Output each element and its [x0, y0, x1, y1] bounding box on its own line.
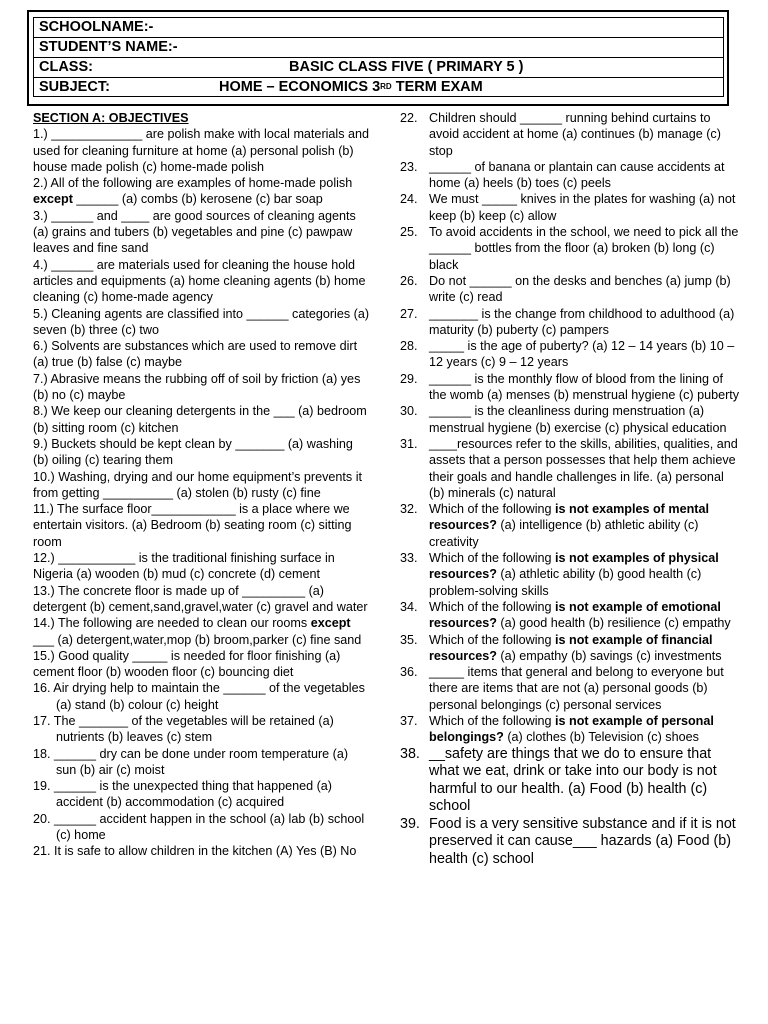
question-options: (a) intelligence (b) athletic ability (c) creativity — [429, 518, 699, 549]
question-number: 27. — [400, 306, 418, 321]
question-text: Which of the following — [429, 713, 555, 728]
question-number: 31. — [400, 436, 418, 451]
question-item — [400, 436, 742, 501]
term-ordinal-suffix: RD — [380, 82, 392, 91]
question-item — [400, 338, 742, 371]
question-text: ______ is the cleanliness during menstruation (a) menstrual hygiene (b) exercise (c) physical education — [429, 404, 727, 435]
question-text: ______ is the monthly flow of blood from the lining of the womb (a) menses (b) menstrual hygiene (c) puberty — [429, 371, 740, 403]
question-item — [33, 175, 371, 208]
question-emphasis: except — [310, 616, 351, 631]
question-item — [400, 713, 742, 746]
question-text: 8.) We keep our cleaning detergents in the ___ (a) bedroom (b) sitting room (c) kitchen — [33, 404, 367, 435]
question-number: 37. — [400, 713, 418, 728]
question-emphasis: except — [33, 192, 73, 207]
question-item — [400, 159, 742, 192]
question-item — [400, 599, 742, 632]
left-question-list — [33, 126, 371, 859]
question-text: 21. It is safe to allow children in the kitchen (A) Yes (B) No — [33, 844, 357, 859]
question-number: 22. — [400, 111, 418, 125]
question-item — [400, 501, 742, 550]
question-text: 17. The _______ of the vegetables will be retained (a) nutrients (b) leaves (c) stem — [33, 713, 334, 745]
question-emphasis: is not example of financial resources? — [429, 632, 713, 663]
question-emphasis: is not example of personal belongings? — [429, 713, 714, 745]
right-question-column — [400, 110, 742, 868]
subject-name: HOME – ECONOMICS 3 — [219, 79, 381, 95]
question-item — [400, 371, 742, 404]
question-item — [400, 191, 742, 224]
question-item — [400, 664, 742, 713]
question-number: 23. — [400, 159, 418, 174]
class-value: BASIC CLASS FIVE ( PRIMARY 5 ) — [289, 59, 524, 75]
right-question-list — [400, 110, 742, 868]
question-item — [33, 501, 371, 550]
question-text: ____resources refer to the skills, abilities, qualities, and assets that a person possesses that help them achieve their goals and handle challenges in life. (a) personal (b) minerals (c) natural — [429, 436, 738, 500]
subject-label: SUBJECT: — [39, 79, 110, 95]
class-row — [33, 57, 724, 77]
question-item — [400, 550, 742, 599]
question-number: 39. — [400, 815, 420, 832]
subject-exam-type: TERM EXAM — [391, 79, 483, 95]
question-text: 11.) The surface floor____________ is a place where we entertain visitors. (a) Bedroom (b) seating room (c) sitting room — [33, 502, 352, 549]
question-number: 24. — [400, 192, 418, 207]
question-options: (a) athletic ability (b) good health (c) problem-solving skills — [429, 567, 702, 598]
student-name-label: STUDENT’S NAME:- — [39, 39, 178, 55]
question-number: 28. — [400, 339, 418, 354]
question-text: Food is a very sensitive substance and if it is not preserved it can cause___ hazards (a) Food (b) health (c) school — [429, 815, 736, 867]
question-text: Children should ______ running behind curtains to avoid accident at home (a) continues (b) manage (c) stop — [429, 111, 721, 158]
question-text: We must _____ knives in the plates for washing (a) not keep (b) keep (c) allow — [429, 192, 736, 223]
question-options: (a) good health (b) resilience (c) empathy — [496, 616, 731, 631]
question-item — [33, 843, 371, 859]
question-text: ______ of banana or plantain can cause accidents at home (a) heels (b) toes (c) peels — [429, 159, 725, 191]
question-text: 7.) Abrasive means the rubbing off of soil by friction (a) yes (b) no (c) maybe — [33, 371, 361, 403]
question-emphasis: is not examples of mental resources? — [429, 502, 709, 533]
question-text: Which of the following — [429, 632, 555, 647]
question-number: 26. — [400, 273, 418, 288]
question-item — [400, 110, 742, 159]
question-text: Which of the following — [429, 551, 555, 566]
question-item — [33, 550, 371, 583]
question-text: 9.) Buckets should be kept clean by _______ (a) washing (b) oiling (c) tearing them — [33, 436, 353, 468]
question-text: _____ is the age of puberty? (a) 12 – 14 years (b) 10 – 12 years (c) 9 – 12 years — [429, 339, 735, 370]
question-number: 32. — [400, 502, 418, 517]
question-text: 12.) ___________ is the traditional finishing surface in Nigeria (a) wooden (b) mud (c) concrete (d) cement — [33, 551, 335, 582]
question-item — [33, 648, 371, 681]
question-item — [33, 338, 371, 371]
question-item — [33, 615, 371, 648]
question-item — [400, 273, 742, 306]
question-text: 2.) All of the following are examples of home-made polish — [33, 176, 353, 191]
question-emphasis: is not examples of physical resources? — [429, 551, 719, 582]
question-text: __safety are things that we do to ensure that what we eat, drink or take into our body is not harmful to our health. (a) Food (b) health (c) school — [429, 745, 717, 815]
question-item — [400, 746, 742, 816]
exam-header — [27, 10, 729, 106]
question-options: (a) clothes (b) Television (c) shoes — [503, 730, 699, 745]
question-number: 33. — [400, 551, 418, 566]
question-item — [400, 224, 742, 273]
question-number: 29. — [400, 371, 418, 386]
question-options: ______ (a) combs (b) kerosene (c) bar soap — [72, 192, 323, 207]
question-item — [33, 811, 371, 844]
question-text: 4.) ______ are materials used for cleaning the house hold articles and equipments (a) home cleaning agents (b) home cleaning (c) home-made agency — [33, 257, 366, 305]
question-text: 20. ______ accident happen in the school (a) lab (b) school (c) home — [33, 811, 365, 843]
question-number: 25. — [400, 225, 418, 240]
school-name-label: SCHOOLNAME:- — [39, 19, 154, 35]
question-text: _____ items that general and belong to everyone but there are items that are not (a) personal goods (b) personal belongings (c) personal services — [429, 665, 724, 712]
question-number: 38. — [400, 745, 420, 762]
section-title: SECTION A: OBJECTIVES — [33, 111, 189, 125]
question-item — [33, 746, 371, 779]
question-item — [33, 257, 371, 306]
question-item — [33, 126, 371, 175]
question-text: 10.) Washing, drying and our home equipment’s prevents it from getting __________ (a) stolen (b) rusty (c) fine — [33, 469, 363, 500]
question-options: ___ (a) detergent,water,mop (b) broom,parker (c) fine sand — [33, 632, 362, 647]
student-name-row — [33, 37, 724, 57]
question-text: Do not ______ on the desks and benches (a) jump (b) write (c) read — [429, 273, 731, 305]
question-number: 30. — [400, 404, 418, 419]
question-item — [33, 469, 371, 502]
question-text: 1.) _____________ are polish make with local materials and used for cleaning furniture at home (a) personal polish (b) house made polish (c) home-made polish — [33, 127, 370, 174]
left-question-column — [33, 110, 371, 860]
question-text: 3.) ______ and ____ are good sources of cleaning agents (a) grains and tubers (b) vegetables and pine (c) pawpaw leaves and fine sand — [33, 208, 356, 256]
question-item — [33, 371, 371, 404]
question-text: 14.) The following are needed to clean our rooms — [33, 616, 311, 631]
question-text: 15.) Good quality _____ is needed for floor finishing (a) cement floor (b) wooden floor (c) bouncing diet — [33, 648, 341, 680]
question-item — [33, 436, 371, 469]
class-label: CLASS: — [39, 59, 93, 75]
question-item — [33, 208, 371, 257]
question-number: 36. — [400, 665, 418, 680]
question-item — [33, 403, 371, 436]
subject-row — [33, 77, 724, 97]
subject-value — [219, 78, 483, 97]
question-options: (a) empathy (b) savings (c) investments — [496, 648, 722, 663]
question-text: 18. ______ dry can be done under room temperature (a) sun (b) air (c) moist — [33, 746, 349, 777]
question-text: To avoid accidents in the school, we need to pick all the ______ bottles from the floor (a) broken (b) long (c) black — [429, 225, 739, 272]
question-emphasis: is not example of emotional resources? — [429, 599, 721, 631]
question-item — [400, 306, 742, 339]
question-text: 16. Air drying help to maintain the ______ of the vegetables (a) stand (b) colour (c) height — [33, 681, 365, 712]
question-text: 13.) The concrete floor is made up of _________ (a) detergent (b) cement,sand,gravel,water (c) gravel and water — [33, 583, 368, 614]
question-text: Which of the following — [429, 502, 555, 517]
question-text: 5.) Cleaning agents are classified into ______ categories (a) seven (b) three (c) two — [33, 306, 370, 337]
question-item — [33, 306, 371, 339]
question-number: 35. — [400, 632, 418, 647]
question-item — [33, 680, 371, 713]
question-text: _______ is the change from childhood to adulthood (a) maturity (b) puberty (c) pampers — [429, 306, 735, 337]
school-name-row — [33, 17, 724, 37]
question-item — [33, 583, 371, 616]
question-text: 19. ______ is the unexpected thing that happened (a) accident (b) accommodation (c) acquired — [33, 779, 332, 810]
question-number: 34. — [400, 599, 418, 614]
question-item — [400, 816, 742, 869]
question-text: Which of the following — [429, 599, 555, 614]
question-item — [33, 713, 371, 746]
question-item — [400, 632, 742, 665]
question-item — [33, 778, 371, 811]
question-text: 6.) Solvents are substances which are used to remove dirt (a) true (b) false (c) maybe — [33, 339, 358, 370]
question-item — [400, 403, 742, 436]
